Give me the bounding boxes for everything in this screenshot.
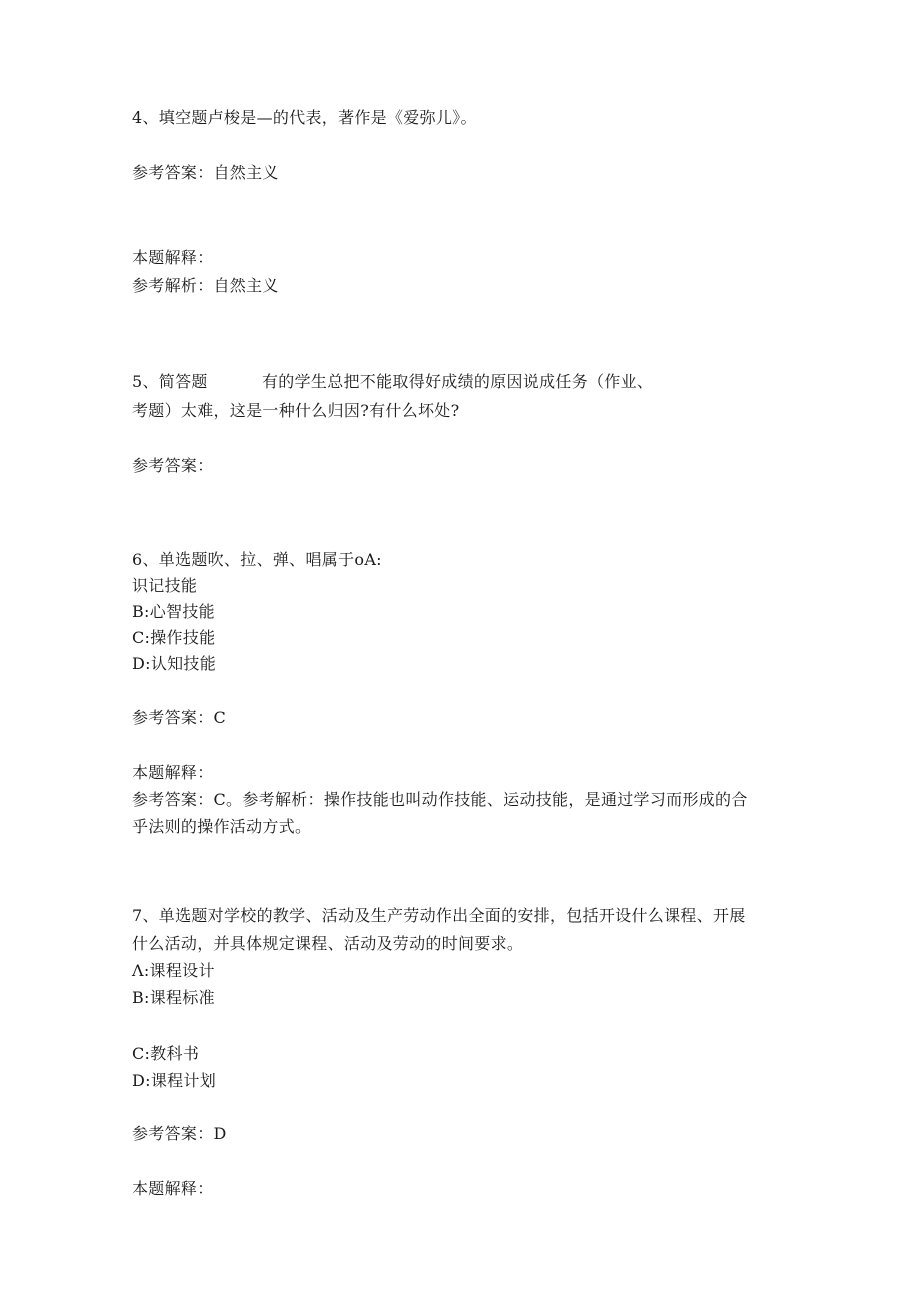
- q7-option-b: B:课程标准: [132, 988, 215, 1007]
- q7-explanation-label: 本题解释：: [132, 1179, 214, 1198]
- q7-answer: 参考答案：D: [132, 1124, 227, 1143]
- q7-question-line1: 7、单选题对学校的教学、活动及生产劳动作出全面的安排，包括开设什么课程、开展: [132, 906, 746, 925]
- q5-question-line1: 有的学生总把不能取得好成绩的原因说成任务（作业、: [262, 372, 654, 391]
- q6-question: 6、单选题吹、拉、弹、唱属于oA:: [132, 550, 382, 569]
- q6-option-a: 识记技能: [132, 576, 198, 595]
- q6-option-b: B:心智技能: [132, 602, 215, 621]
- q6-explanation-line1: 参考答案：C。参考解析：操作技能也叫动作技能、运动技能，是通过学习而形成的合: [132, 790, 748, 809]
- q6-explanation-line2: 乎法则的操作活动方式。: [132, 817, 312, 836]
- q5-answer: 参考答案：: [132, 456, 214, 475]
- q6-option-c: C:操作技能: [132, 628, 216, 647]
- q4-answer: 参考答案：自然主义: [132, 163, 279, 182]
- q7-question-line2: 什么活动，并具体规定课程、活动及劳动的时间要求。: [132, 934, 524, 953]
- q6-explanation-label: 本题解释：: [132, 763, 214, 782]
- q6-answer: 参考答案：C: [132, 708, 227, 727]
- q7-option-a: Λ:课程设计: [132, 961, 215, 980]
- q4-explanation-label: 本题解释：: [132, 248, 214, 267]
- q7-option-c: C:教科书: [132, 1044, 200, 1063]
- q5-question-line2: 考题）太难，这是一种什么归因?有什么坏处?: [132, 401, 460, 420]
- q4-explanation: 参考解析：自然主义: [132, 276, 279, 295]
- q5-prefix: 5、简答题: [132, 372, 208, 391]
- q4-question: 4、填空题卢梭是—的代表，著作是《爱弥儿》。: [132, 108, 477, 127]
- q6-option-d: D:认知技能: [132, 654, 217, 673]
- q7-option-d: D:课程计划: [132, 1071, 217, 1090]
